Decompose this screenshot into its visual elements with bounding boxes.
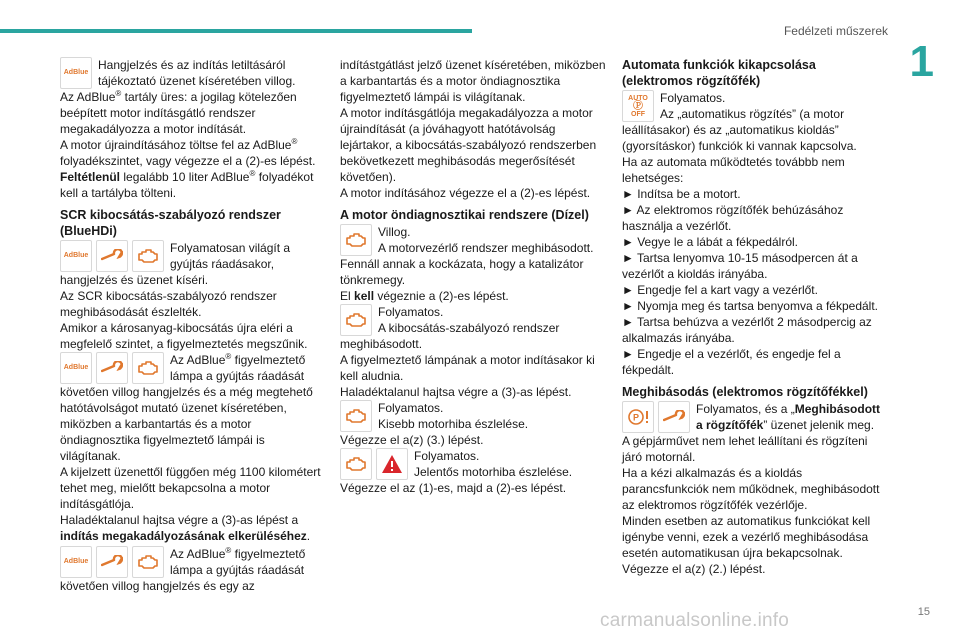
engine-icon xyxy=(132,240,164,272)
header-accent-bar xyxy=(0,29,472,33)
engine-icon xyxy=(340,400,372,432)
step: ► Engedje fel a kart vagy a vezérlőt. xyxy=(622,283,818,297)
wrench-icon xyxy=(96,546,128,578)
adblue-icon: AdBlue xyxy=(60,352,92,384)
engine-icon xyxy=(340,304,372,336)
failure-heading: Meghibásodás (elektromos rögzítőfékkel) xyxy=(622,385,868,399)
section-title: Fedélzeti műszerek xyxy=(783,24,888,38)
engine-icon xyxy=(340,448,372,480)
auto-functions-heading: Automata funkciók kikapcsolása (elektromos rögzítőfék) xyxy=(622,58,816,88)
column-1: AdBlue Hangjelzés és az indítás letiltásáról tájékoztató üzenet kíséretében villog. Az AdBlue® tartály üres: a jogilag kötelezően beépített motor indításgátló rendszer megakadályozza a motor indítását. A motor újraindításához töltse fel az AdBlue® folyadékszintet, vagy végezze el a (2)-es lépést. Feltétlenül legalább 10 liter AdBlue® folyadékot kell a tartályba tölteni. SCR kibocsátás-szabályozó rendszer (BlueHDi) AdBlue Folyamatosan világít a gyújtás ráadásakor, hangjelzés és üzenet kíséri. Az SCR kibocsátás-szabályozó rendszer meghibásodását észlelték. Amikor a károsanyag-kibocsátás újra eléri a megfelelő szintet, a figyelmeztetés megszűnik. AdBlue Az AdBlue® figyelmeztető lámpa a gyújtás ráadását követően villog hangjelzés és a még megtehető hatótávolságot mutató üzenet kíséretében, miközben a karbantartás és a motor öndiagnosztika figyelmeztető lámpái is világítanak. A kijelzett üzenettől függően még 1100 kilométert tehet meg, mielőtt bekapcsolna a motor indításgátlója. Haladéktalanul hajtsa végre a (3)-as lépést a indítás megakadályozásának elkerüléséhez. AdBlue Az AdBlue® figyelmeztető lámpa a gyújtás ráadását követően villog hangjelzés és egy az xyxy=(60,57,326,594)
step: ► Az elektromos rögzítőfék behúzásához használja a vezérlőt. xyxy=(622,203,844,233)
engine-icon xyxy=(132,352,164,384)
svg-text:P: P xyxy=(632,412,640,423)
step: ► Nyomja meg és tartsa benyomva a fékpedált. xyxy=(622,299,878,313)
column-3: Automata funkciók kikapcsolása (elektromos rögzítőfék) AUTO Ⓟ OFF Folyamatos. Az „automatikus rögzítés” (a motor leállításakor) és az „automatikus kioldás” (gyorsításkor) funkciók ki vannak kapcsolva. Ha az automata működtetés továbbb nem lehetséges: ► Indítsa be a motort. ► Az elektromos rögzítőfék behúzásához használja a vezérlőt. ► Vegye le a lábát a fékpedálról. ► Tartsa lenyomva 10-15 másodpercen át a vezérlőt a kioldás irányába. ► Engedje fel a kart vagy a vezérlőt. ► Nyomja meg és tartsa benyomva a fékpedált. ► Tartsa behúzva a vezérlőt 2 másodpercig az alkalmazás irányába. ► Engedje el a vezérlőt, és engedje fel a fékpedált. Meghibásodás (elektromos rögzítőfékkel) P Folyamatos, és a „Meghibásodott a rögzítőfék” üzenet jelenik meg. A gépjárművet nem lehet leállítani és rögzíteni járó motornál. Ha a kézi alkalmazás és a kioldás parancsfunkciók nem működnek, meghibásodott az elektromos rögzítőfék vezérlője. Minden esetben az automatikus funkciókat kell igénybe venni, ezek a vezérlő meghibásodása esetén automatikusan újra bekapcsolnak. Végezze el a(z) (2.) lépést. xyxy=(622,57,888,577)
adblue-icon: AdBlue xyxy=(60,57,92,89)
step: ► Vegye le a lábát a fékpedálról. xyxy=(622,235,798,249)
step: ► Tartsa behúzva a vezérlőt 2 másodpercig az alkalmazás irányába. xyxy=(622,315,872,345)
warning-triangle-icon xyxy=(376,448,408,480)
engine-icon xyxy=(132,546,164,578)
step: ► Engedje el a vezérlőt, és engedje fel a fékpedált. xyxy=(622,347,841,377)
step: ► Indítsa be a motort. xyxy=(622,187,741,201)
wrench-icon xyxy=(96,352,128,384)
parking-brake-fault-icon xyxy=(622,401,654,433)
chapter-number: 1 xyxy=(909,37,934,86)
adblue-icon: AdBlue xyxy=(60,546,92,578)
adblue-icon: AdBlue xyxy=(60,240,92,272)
diagnostics-heading: A motor öndiagnosztikai rendszere (Dízel) xyxy=(340,208,589,222)
wrench-icon xyxy=(658,401,690,433)
watermark: carmanualsonline.info xyxy=(600,610,790,631)
page-number: 15 xyxy=(917,606,930,618)
column-2: indítástgátlást jelző üzenet kíséretében, miközben a karbantartás és a motor öndiagnosztika figyelmeztető lámpái is világítanak. A motor indításgátlója megakadályozza a motor újraindítását (a jóváhagyott hatótávolság lejártakor, a kibocsátás-szabályozó rendszerben bekövetkezett meghibásodás megerősítését követően). A motor indításához végezze el a (2)-es lépést. A motor öndiagnosztikai rendszere (Dízel) Villog. A motorvezérlő rendszer meghibásodott. Fennáll annak a kockázata, hogy a katalizátor tönkremegy. El kell végeznie a (2)-es lépést. Folyamatos. A kibocsátás-szabályozó rendszer meghibásodott. A figyelmeztető lámpának a motor indításakor ki kell aludnia. Haladéktalanul hajtsa végre a (3)-as lépést. Folyamatos. Kisebb motorhiba észlelése. Végezze el a(z) (3.) lépést. Folyamatos. Jelentős motorhiba észlelése. Végezze el az (1)-es, majd a (2)-es lépést. xyxy=(340,58,606,495)
auto-off-icon: AUTO Ⓟ OFF xyxy=(622,90,654,122)
step: ► Tartsa lenyomva 10-15 másodpercen át a vezérlőt a kioldás irányába. xyxy=(622,251,858,281)
scr-heading: SCR kibocsátás-szabályozó rendszer (BlueHDi) xyxy=(60,208,281,238)
wrench-icon xyxy=(96,240,128,272)
engine-icon xyxy=(340,224,372,256)
